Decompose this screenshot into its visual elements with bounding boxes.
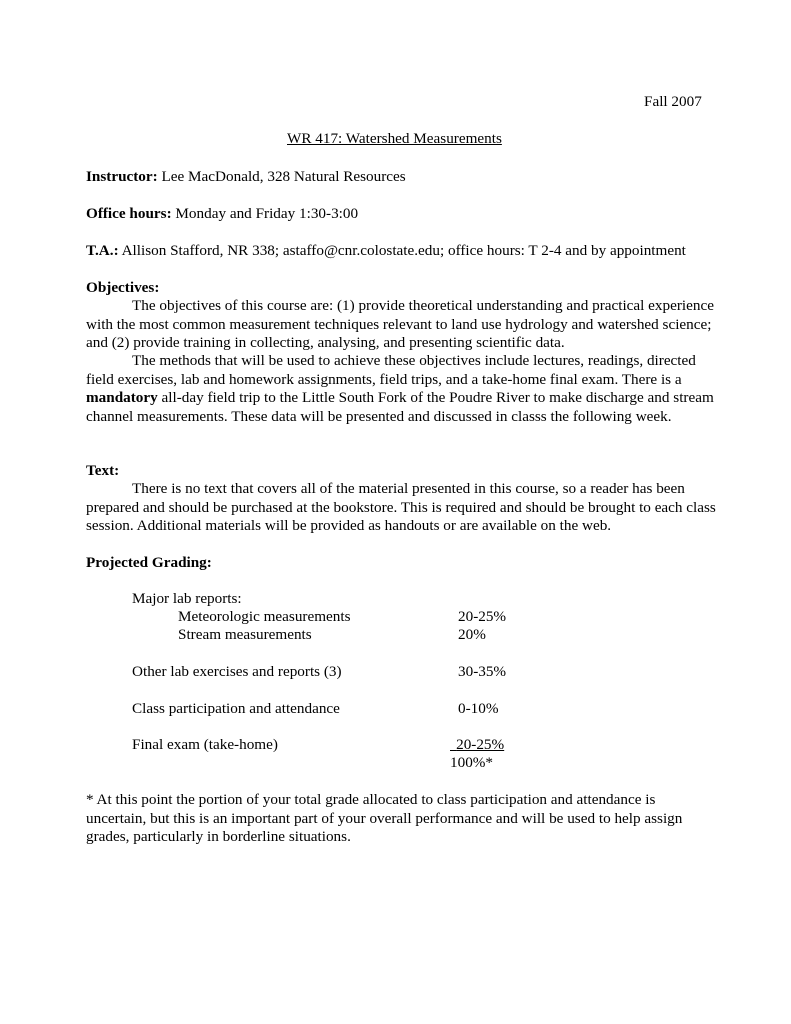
grading-item-value: 20-25%	[458, 608, 507, 625]
footnote: * At this point the portion of your total grade allocated to class participation and attendance is uncertain, but this is an important part of your overall performance and will be used to help assign grades, particularly in borderline situations.	[86, 791, 683, 845]
text-heading: Text:	[86, 462, 120, 479]
grading-heading: Projected Grading:	[86, 554, 212, 571]
ta-value: Allison Stafford, NR 338; astaffo@cnr.colostate.edu; office hours: T 2-4 and by appointment	[121, 242, 686, 259]
grading-total: 100%*	[450, 754, 494, 771]
grading-item-label: Final exam (take-home)	[132, 736, 278, 753]
grading-item-value: 0-10%	[458, 700, 499, 717]
instructor-line	[86, 168, 406, 187]
instructor-value: Lee MacDonald, 328 Natural Resources	[161, 168, 406, 185]
ta-line	[86, 242, 686, 261]
text-paragraph: There is no text that covers all of the material presented in this course, so a reader has been prepared and should be purchased at the bookstore. This is required and should be brought to each class session. Additional materials will be provided as handouts or are available on the web.	[86, 480, 716, 534]
grading-item-value: 20%	[458, 626, 486, 643]
term-label: Fall 2007	[644, 93, 702, 110]
grading-item-label: Other lab exercises and reports (3)	[132, 663, 342, 680]
objectives-heading: Objectives:	[86, 279, 160, 296]
course-title: WR 417: Watershed Measurements	[287, 130, 502, 147]
grading-item-label: Meteorologic measurements	[178, 608, 351, 625]
grading-item-label: Stream measurements	[178, 626, 312, 643]
grading-item-value: 30-35%	[458, 663, 507, 680]
grading-item-value: 20-25%	[456, 736, 505, 753]
objectives-paragraph-2: The methods that will be used to achieve these objectives include lectures, readings, directed field exercises, lab and homework assignments, field trips, and a take-home final exam. There is a mandatory all-day field trip to the Little South Fork of the Poudre River to make discharge and stream channel measurements. These data will be presented and discussed in classs the following week.	[86, 352, 714, 425]
grading-item-label: Class participation and attendance	[132, 700, 340, 717]
grading-group-label: Major lab reports:	[132, 590, 242, 607]
instructor-label: Instructor:	[86, 168, 158, 185]
office-hours-label: Office hours:	[86, 205, 172, 222]
ta-label: T.A.:	[86, 242, 119, 259]
mandatory-emphasis: mandatory	[86, 389, 158, 406]
objectives-paragraph-1: The objectives of this course are: (1) provide theoretical understanding and practical experience with the most common measurement techniques relevant to land use hydrology and watershed science; and (2) provide training in collecting, analysing, and presenting scientific data.	[86, 297, 714, 351]
office-hours-value: Monday and Friday 1:30-3:00	[175, 205, 359, 222]
office-hours-line	[86, 205, 358, 224]
